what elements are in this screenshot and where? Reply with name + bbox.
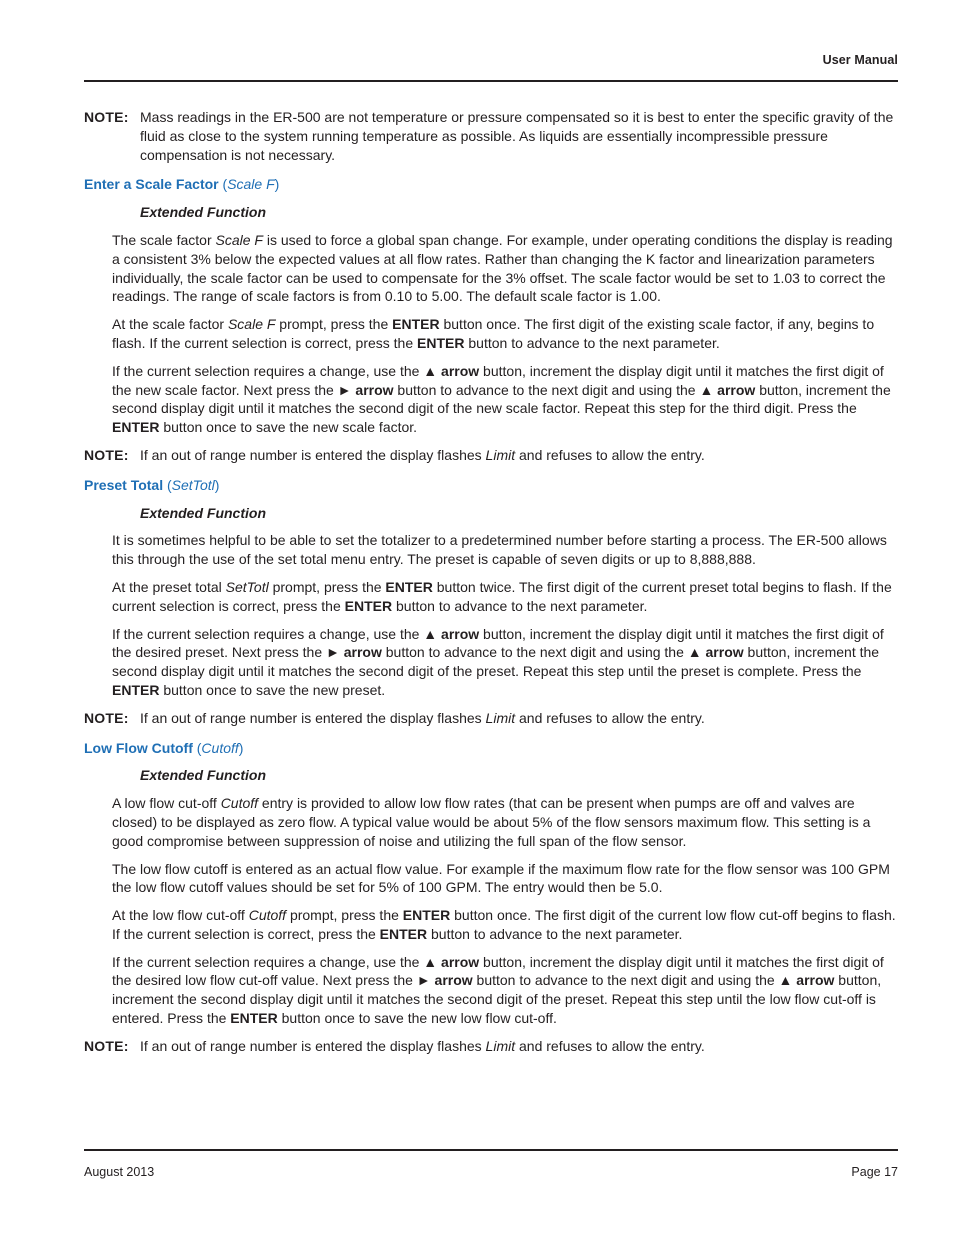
paragraph: If the current selection requires a change, use the ▲ arrow button, increment the display digit until it matches the first digit of the desired preset. Next press the ► arrow button to advance to the next digit and using the ▲ arrow button, increment the second display digit until it matches the second digit of the preset. Repeat this step until the preset is complete. Press the ENTER button once to save the new preset.: [112, 625, 884, 698]
page-number: Page 17: [851, 1165, 898, 1179]
note-limit: [84, 1037, 898, 1056]
footer-rule: [84, 1149, 898, 1151]
paragraph: At the scale factor Scale F prompt, press the ENTER button once. The first digit of the existing scale factor, if any, begins to flash. If the current selection is correct, press the ENTER button to advance to the next parameter.: [112, 316, 875, 351]
page-content: [84, 108, 898, 1065]
section-title: Low Flow Cutoff: [84, 739, 193, 756]
footer-date: August 2013: [84, 1165, 155, 1179]
section-heading-scale-factor: Enter a Scale Factor (Scale F): [84, 176, 280, 193]
paragraph: If the current selection requires a change, use the ▲ arrow button, increment the display digit until it matches the first digit of the new scale factor. Next press the ► arrow button to advance to the next digit and using the ▲ arrow button, increment the second display digit until it matches the second digit of the new scale factor. Repeat this step for the third digit. Press the ENTER button once to save the new scale factor.: [112, 362, 891, 436]
header-rule: [84, 80, 898, 82]
paragraph: A low flow cut-off Cutoff entry is provided to allow low flow rates (that can be present when pumps are off and valves are closed) to be displayed as zero flow. A typical value would be about 5% of the flow sensors maximum flow. This setting is a good compromise between suppression of noise and utilizing the full span of the flow sensor.: [112, 795, 871, 849]
section-code: SetTotl: [171, 476, 215, 493]
section-title: Preset Total: [84, 476, 164, 493]
paragraph: It is sometimes helpful to be able to set the totalizer to a predetermined number before starting a process. The ER-500 allows this through the use of the set total menu entry. The preset is capable of seven digits or up to 8,888,888.: [112, 532, 887, 568]
paragraph: At the preset total SetTotl prompt, press the ENTER button twice. The first digit of the current preset total begins to flash. If the current selection is correct, press the ENTER button to advance to the next parameter.: [112, 578, 892, 614]
note-label: NOTE:: [84, 109, 129, 125]
extended-function-label: Extended Function: [140, 204, 266, 221]
note-label: NOTE:: [84, 1037, 129, 1054]
note-label: NOTE:: [84, 709, 129, 726]
extended-function-label: Extended Function: [140, 504, 266, 521]
note-label: NOTE:: [84, 446, 129, 463]
paragraph: At the low flow cut-off Cutoff prompt, press the ENTER button once. The first digit of the current low flow cut-off begins to flash. If the current selection is correct, press the ENTER button to advance to the next parameter.: [112, 907, 896, 942]
section-title: Enter a Scale Factor: [84, 176, 219, 193]
extended-function-label: Extended Function: [140, 767, 266, 784]
note-text: If an out of range number is entered the display flashes Limit and refuses to allow the entry.: [140, 709, 705, 726]
note-limit: [84, 709, 898, 728]
header-label: User Manual: [822, 53, 898, 67]
section-heading-preset-total: Preset Total (SetTotl): [84, 476, 220, 493]
note-limit: [84, 446, 898, 465]
paragraph: The scale factor Scale F is used to force a global span change. For example, under operating conditions the display is reading a consistent 3% below the expected values at all flow rates. Rather than changing the K factor and linearization parameters individually, the scale factor can be used to compensate for the 3% offset. The scale factor would be set to 1.03 to correct the readings. The range of scale factors is from 0.10 to 5.00. The default scale factor is 1.00.: [112, 231, 893, 305]
section-code: Cutoff: [201, 739, 239, 756]
note-text: If an out of range number is entered the display flashes Limit and refuses to allow the entry.: [140, 446, 705, 463]
note-text: Mass readings in the ER-500 are not temperature or pressure compensated so it is best to enter the specific gravity of the fluid as close to the system running temperature as possible. As liquids are essentially incompressible pressure compensation is not necessary.: [140, 109, 894, 163]
paragraph: The low flow cutoff is entered as an actual flow value. For example if the maximum flow rate for the flow sensor was 100 GPM the low flow cutoff values should be set for 5% of 100 GPM. The entry would then be 5.0.: [112, 860, 890, 896]
section-code: Scale F: [227, 176, 275, 193]
section-heading-low-flow-cutoff: Low Flow Cutoff (Cutoff): [84, 739, 244, 756]
note-specific-gravity: [84, 108, 898, 164]
note-text: If an out of range number is entered the display flashes Limit and refuses to allow the entry.: [140, 1037, 705, 1054]
paragraph: If the current selection requires a change, use the ▲ arrow button, increment the display digit until it matches the first digit of the desired low flow cut-off value. Next press the ► arrow button to advance to the next digit and using the ▲ arrow button, increment the second display digit until it matches the second digit of the preset. Repeat this step until the low flow cut-off is entered. Press the ENTER button once to save the new low flow cut-off.: [112, 953, 884, 1027]
